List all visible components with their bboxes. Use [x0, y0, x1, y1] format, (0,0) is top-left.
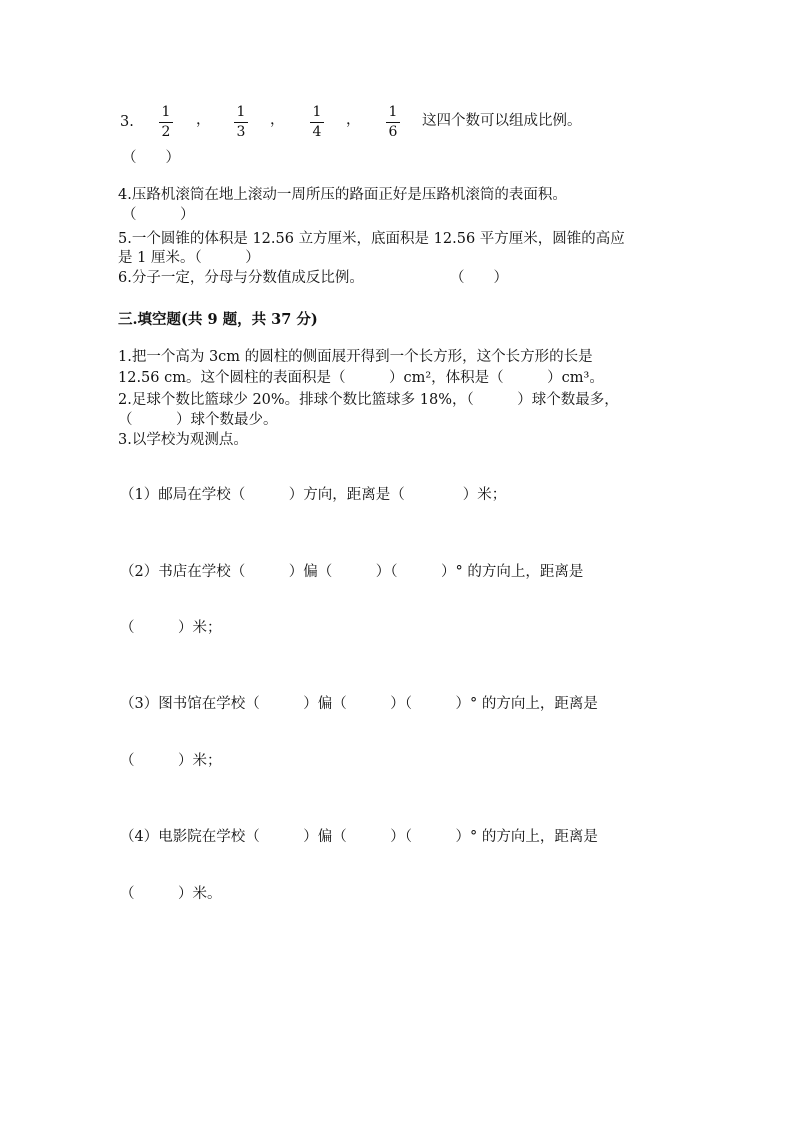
fraction-1-4 — [307, 104, 327, 141]
q4-answer-blank[interactable]: （ ） — [122, 207, 195, 223]
f3-part4-distance: （ ）米。 — [120, 886, 222, 902]
fraction-1-2 — [156, 104, 176, 141]
fraction-denominator: 6 — [388, 124, 398, 140]
section-heading: 三.填空题(共 9 题，共 37 分) — [118, 311, 318, 328]
separator: ， — [196, 112, 211, 128]
f1-text-line1: 1.把一个高为 3cm 的圆柱的侧面展开得到一个长方形，这个长方形的长是 — [118, 349, 593, 365]
f3-part2-distance: （ ）米； — [120, 620, 222, 636]
q3-statement: 这四个数可以组成比例。 — [422, 113, 582, 129]
f3-part2: （2）书店在学校（ ）偏（ ）（ ）° 的方向上，距离是 — [120, 564, 584, 580]
fraction-1-3 — [231, 104, 251, 141]
f3-part4: （4）电影院在学校（ ）偏（ ）（ ）° 的方向上，距离是 — [120, 829, 598, 845]
f2-text-line2: （ ）球个数最少。 — [118, 412, 278, 428]
q3-number: 3. — [120, 114, 134, 130]
f2-text-line1: 2.足球个数比篮球少 20%。排球个数比篮球多 18%，（ ）球个数最多， — [118, 392, 619, 408]
q5-text-line1: 5.一个圆锥的体积是 12.56 立方厘米，底面积是 12.56 平方厘米，圆锥的高应 — [118, 231, 625, 247]
fraction-bar — [386, 122, 400, 123]
fraction-1-6 — [383, 104, 403, 141]
fraction-numerator: 1 — [388, 104, 398, 120]
q6-answer-blank[interactable]: （ ） — [450, 270, 508, 286]
f3-part1: （1）邮局在学校（ ）方向，距离是（ ）米； — [120, 487, 507, 503]
f3-part3: （3）图书馆在学校（ ）偏（ ）（ ）° 的方向上，距离是 — [120, 696, 598, 712]
fraction-numerator: 1 — [161, 104, 171, 120]
fraction-bar — [234, 122, 248, 123]
fraction-denominator: 2 — [161, 124, 171, 140]
separator: ， — [270, 112, 285, 128]
separator: ， — [346, 112, 361, 128]
q3-answer-blank[interactable]: （ ） — [122, 150, 180, 166]
fraction-numerator: 1 — [312, 104, 322, 120]
fraction-numerator: 1 — [236, 104, 246, 120]
q6-text: 6.分子一定，分母与分数值成反比例。 — [118, 270, 364, 286]
fraction-bar — [310, 122, 324, 123]
fraction-denominator: 3 — [236, 124, 246, 140]
q5-text-line2: 是 1 厘米。（ ） — [118, 250, 260, 266]
f3-intro: 3.以学校为观测点。 — [118, 432, 248, 448]
q4-text: 4.压路机滚筒在地上滚动一周所压的路面正好是压路机滚筒的表面积。 — [118, 187, 567, 203]
fraction-denominator: 4 — [312, 124, 322, 140]
fraction-bar — [159, 122, 173, 123]
f3-part3-distance: （ ）米； — [120, 753, 222, 769]
f1-text-line2: 12.56 cm。这个圆柱的表面积是（ ）cm²，体积是（ ）cm³。 — [118, 370, 604, 386]
